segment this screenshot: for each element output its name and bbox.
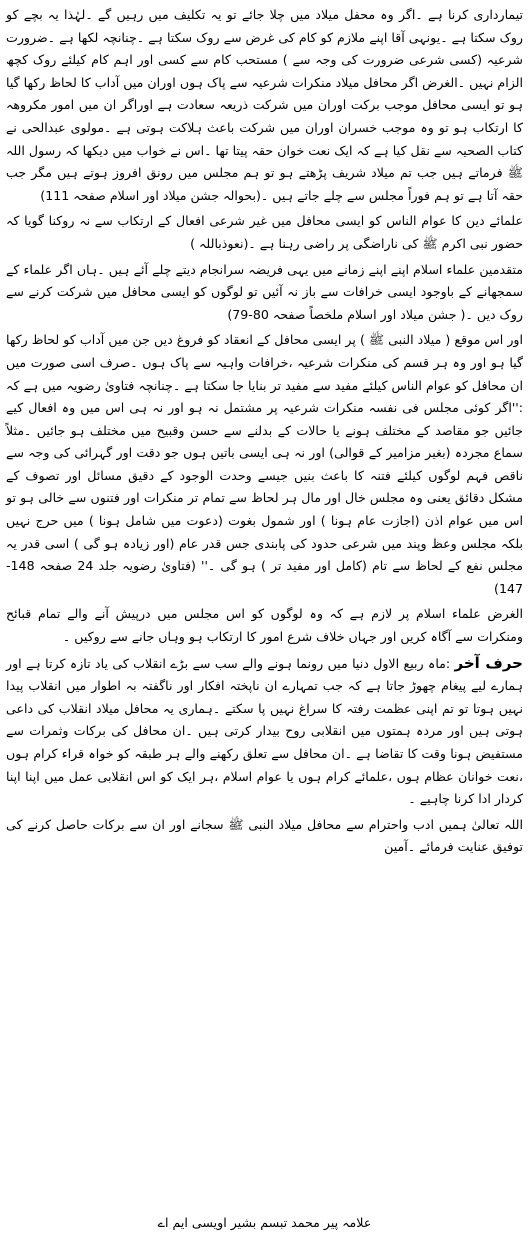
closing-heading: حرف آخر <box>454 653 523 672</box>
paragraph-3: متقدمین علماء اسلام اپنے اپنے زمانے میں یہی فریضہ سرانجام دیتے چلے آئے ہیں ۔ہاں اگر علماء کے سمجھانے کے باوجود ایسی خرافات سے باز نہ آئیں تو لوگوں کو ایسی محافل میں شرکت کرنے سے روک دیں ۔( جشن میلاد اور اسلام ملخصاً صفحہ 80-79) <box>6 261 523 322</box>
closing-text-1: :ماہ ربیع الاول دنیا میں رونما ہونے والے سب سے بڑے انقلاب کی یاد تازہ کرتا ہے اور ہمارے لیے پیغام چھوڑ جاتا ہے کہ جب تمہارے ان ناپختہ افکار اور ناگفتہ بہ اطوار میں انقلاب پیدا نہیں ہوتا تو تم اپنی عظمت رفتہ کا سراغ نہیں پا سکتے ۔ہماری یہ محافل میلاد انقلاب کی داعی ہوتی ہیں اور مردہ ہمتوں میں انقلابی روح بیدار کرتی ہیں ۔ان محافل کی برکات وثمرات سے مستفیض ہونا وقت کا تقاضا ہے ۔ان محافل سے تعلق رکھنے والے ہر طبقہ کو خواہ قراء کرام ہوں ،نعت خوانان عظام ہوں ،علمائے کرام ہوں یا عوام اسلام ،ہر ایک کو اس انقلابی عمل میں اپنا اپنا کردار ادا کرنا چاہیے ۔ <box>6 655 523 807</box>
author-signature: علامہ پیر محمد تبسم بشیر اویسی ایم اے <box>157 1215 372 1230</box>
paragraph-4: اور اس موقع ( میلاد النبی ﷺ ) پر ایسی محافل کے انعقاد کو فروغ دیں جن میں آداب کو لحاظ رکھا گیا ہو اور وہ ہر قسم کی منکرات شرعیہ ،خرافات واہیہ سے پاک ہوں ۔صرف اسی صورت میں ان محافل کو عوام الناس کیلئے مفید سے مفید تر بنایا جا سکتا ہے ۔چنانچہ فتاویٰ رضویہ میں ہے کہ :''اگر کوئی مجلس فی نفسہ منکرات شرعیہ پر مشتمل نہ ہو اور نہ ہی اس میں وہ افعال کیے جائیں جو مقاصد کے مختلف ہونے یا حالات کے بدلنے سے حسن وقبیح میں مختلف ہو جائیں ۔مثلاً سماع مجردہ (بغیر مزامیر کے قوالی) اور نہ ہی ایسی باتیں ہوں جو دقت اور گہرائی کی وجہ سے ناقص فہم لوگوں کیلئے فتنہ کا باعث بنیں جیسے وحدت الوجود کے دقیق مسائل اور تصوف کے مشکل دقائق یعنی وہ مجلس خال اور مال ہر لحاظ سے تمام تر منکرات اور فتنوں سے خالی ہو تو اس میں عوام اذن (اجازت عام ہونا ) اور شمول بغوت (دعوت میں شامل ہونا ) میں حرج نہیں بلکہ مجلس وعظ وپند میں شرعی حدود کی پابندی جس قدر عام (اور زیادہ ہو گی ) اسی قدر یہ مجلس نفع کے لحاظ سے تام (کامل اور مفید تر ) ہو گی ۔'' (فتاویٰ رضویہ جلد 24 صفحہ 148-147) <box>6 332 523 596</box>
closing-paragraph-1 <box>6 652 523 811</box>
closing-paragraph-2: اللہ تعالیٰ ہمیں ادب واحترام سے محافل میلاد النبی ﷺ سجانے اور ان سے برکات حاصل کرنے کی توفیق عنایت فرمائے ۔آمین <box>6 816 523 855</box>
paragraph-1: تیمارداری کرنا ہے ۔اگر وہ محفل میلاد میں چلا جائے تو یہ تکلیف میں رہیں گے ۔لہٰذا یہ بچے کو روک سکتا ہے ۔یونہی آقا اپنے ملازم کو کام کی غرض سے روک سکتا ہے ۔چنانچہ لکھا ہے ۔ضرورت شرعیہ (کسی شرعی ضرورت کی وجہ سے ) مستحب کام سے کسی اور اہم کام کیلئے روک کچھ الزام نہیں ۔الغرض اگر محافل میلاد منکرات شرعیہ سے پاک ہوں اوران میں آداب کا لحاظ رکھا گیا ہو تو ایسی محافل موجب برکت اوران میں شرکت ذریعہ سعادت ہے اوراگر ان میں امور مکروھہ کا ارتکاب ہو تو وہ موجب خسران اوران میں شرکت باعث ہلاکت ہوتی ہے ۔مولوی عبدالحی نے کتاب الصحیہ سے نقل کیا ہے کہ ایک نعت خوان حقہ پیتا تھا ۔اس نے خواب میں دیکھا کہ رسول اللہ ﷺ فرماتے ہیں جب تم میلاد شریف پڑھتے ہو تو ہم مجلس میں رونق افروز ہوتے ہیں مگر جب حقہ آتا ہے تو ہم فوراً مجلس سے چلے جاتے ہیں ۔(بحوالہ جشن میلاد اور اسلام صفحہ 111) <box>6 7 523 203</box>
paragraph-2: علمائے دین کا عوام الناس کو ایسی محافل میں غیر شرعی افعال کے ارتکاب سے نہ روکنا گویا کہ حضور نبی اکرم ﷺ کی ناراضگی پر راضی رہنا ہے ۔(نعوذباللہ ) <box>6 213 523 251</box>
article-body <box>6 4 523 862</box>
paragraph-5: الغرض علماء اسلام پر لازم ہے کہ وہ لوگوں کو اس مجلس میں درپیش آنے والے تمام قبائح ومنکرات سے آگاہ کریں اور جہاں خلاف شرع امور کا ارتکاب ہو وہاں جانے سے روکیں ۔ <box>6 606 523 645</box>
